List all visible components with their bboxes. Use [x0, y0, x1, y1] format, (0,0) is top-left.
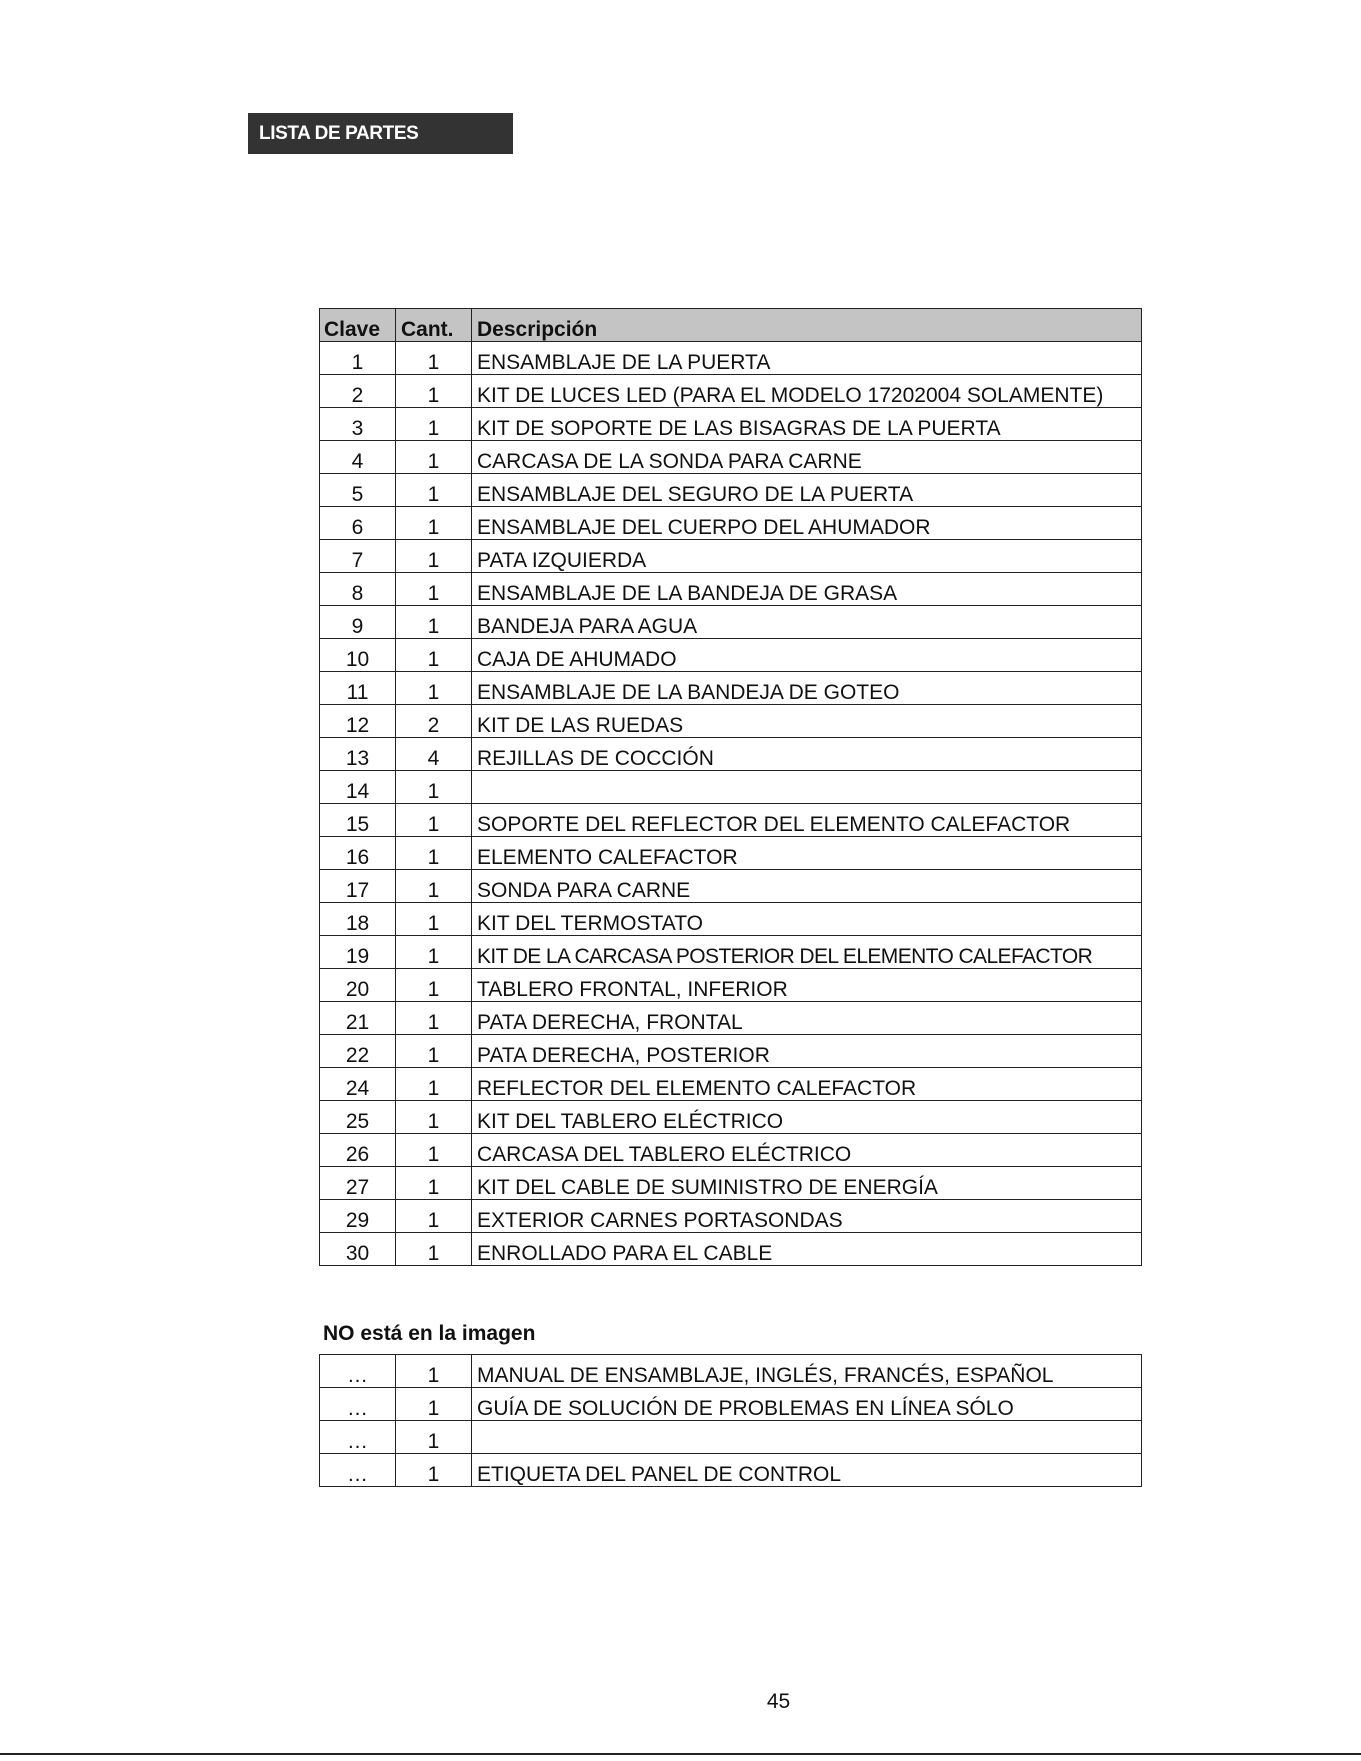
bottom-rule [0, 1753, 1361, 1755]
description-cell: ENSAMBLAJE DE LA BANDEJA DE GRASA [472, 573, 1142, 606]
cant-cell: 1 [396, 1035, 472, 1068]
description-cell: KIT DE LAS RUEDAS [472, 705, 1142, 738]
description-cell [472, 771, 1142, 804]
cant-cell: 1 [396, 1002, 472, 1035]
cant-cell: 1 [396, 1068, 472, 1101]
clave-cell: 11 [320, 672, 396, 705]
clave-cell: … [320, 1388, 396, 1421]
description-cell: ENROLLADO PARA EL CABLE [472, 1233, 1142, 1266]
clave-cell: 5 [320, 474, 396, 507]
description-cell: PATA DERECHA, FRONTAL [472, 1002, 1142, 1035]
description-cell: BANDEJA PARA AGUA [472, 606, 1142, 639]
cant-cell: 1 [396, 1421, 472, 1454]
description-cell: PATA DERECHA, POSTERIOR [472, 1035, 1142, 1068]
table-row [320, 441, 1142, 474]
cant-cell: 1 [396, 639, 472, 672]
table-row [320, 837, 1142, 870]
table-row [320, 606, 1142, 639]
clave-cell: 8 [320, 573, 396, 606]
cant-cell: 1 [396, 375, 472, 408]
table-row [320, 1167, 1142, 1200]
column-header-descripcion: Descripción [472, 309, 1142, 342]
table-row [320, 738, 1142, 771]
description-cell: SOPORTE DEL REFLECTOR DEL ELEMENTO CALEFACTOR [472, 804, 1142, 837]
description-cell: MANUAL DE ENSAMBLAJE, INGLÉS, FRANCÉS, ESPAÑOL [472, 1355, 1142, 1388]
cant-cell: 1 [396, 540, 472, 573]
parts-table [319, 308, 1142, 1266]
cant-cell: 1 [396, 672, 472, 705]
clave-cell: 10 [320, 639, 396, 672]
cant-cell: 1 [396, 804, 472, 837]
cant-cell: 1 [396, 408, 472, 441]
clave-cell: 25 [320, 1101, 396, 1134]
clave-cell: … [320, 1355, 396, 1388]
clave-cell: 15 [320, 804, 396, 837]
description-cell: KIT DEL TERMOSTATO [472, 903, 1142, 936]
clave-cell: 24 [320, 1068, 396, 1101]
clave-cell: 27 [320, 1167, 396, 1200]
table-row [320, 771, 1142, 804]
clave-cell: 16 [320, 837, 396, 870]
table-row [320, 1233, 1142, 1266]
parts-table-body [320, 342, 1142, 1266]
table-row [320, 672, 1142, 705]
cant-cell: 1 [396, 1454, 472, 1487]
clave-cell: … [320, 1454, 396, 1487]
cant-cell: 4 [396, 738, 472, 771]
cant-cell: 1 [396, 606, 472, 639]
clave-cell: 2 [320, 375, 396, 408]
table-row [320, 507, 1142, 540]
table-row [320, 408, 1142, 441]
cant-cell: 1 [396, 1134, 472, 1167]
clave-cell: 14 [320, 771, 396, 804]
table-row [320, 1101, 1142, 1134]
not-shown-table [319, 1354, 1142, 1487]
description-cell: KIT DE LA CARCASA POSTERIOR DEL ELEMENTO CALEFACTOR [472, 936, 1142, 969]
description-cell: KIT DE SOPORTE DE LAS BISAGRAS DE LA PUERTA [472, 408, 1142, 441]
description-cell: CARCASA DE LA SONDA PARA CARNE [472, 441, 1142, 474]
cant-cell: 1 [396, 1388, 472, 1421]
cant-cell: 1 [396, 507, 472, 540]
not-shown-heading: NO está en la imagen [323, 1322, 536, 1345]
cant-cell: 1 [396, 1167, 472, 1200]
description-cell: KIT DEL CABLE DE SUMINISTRO DE ENERGÍA [472, 1167, 1142, 1200]
column-header-clave: Clave [320, 309, 396, 342]
cant-cell: 1 [396, 903, 472, 936]
cant-cell: 1 [396, 1355, 472, 1388]
description-cell: TABLERO FRONTAL, INFERIOR [472, 969, 1142, 1002]
description-cell: ELEMENTO CALEFACTOR [472, 837, 1142, 870]
table-row [320, 1200, 1142, 1233]
clave-cell: 1 [320, 342, 396, 375]
description-cell: PATA IZQUIERDA [472, 540, 1142, 573]
clave-cell: 7 [320, 540, 396, 573]
clave-cell: 21 [320, 1002, 396, 1035]
description-cell: CAJA DE AHUMADO [472, 639, 1142, 672]
clave-cell: 30 [320, 1233, 396, 1266]
description-cell: SONDA PARA CARNE [472, 870, 1142, 903]
clave-cell: 18 [320, 903, 396, 936]
clave-cell: 29 [320, 1200, 396, 1233]
clave-cell: 22 [320, 1035, 396, 1068]
description-cell: ETIQUETA DEL PANEL DE CONTROL [472, 1454, 1142, 1487]
table-row [320, 1355, 1142, 1388]
parts-table-header [320, 309, 1142, 342]
clave-cell: 3 [320, 408, 396, 441]
clave-cell: 20 [320, 969, 396, 1002]
table-row [320, 375, 1142, 408]
table-row [320, 705, 1142, 738]
description-cell: ENSAMBLAJE DEL SEGURO DE LA PUERTA [472, 474, 1142, 507]
table-row [320, 903, 1142, 936]
cant-cell: 1 [396, 441, 472, 474]
cant-cell: 1 [396, 870, 472, 903]
description-cell: GUÍA DE SOLUCIÓN DE PROBLEMAS EN LÍNEA SÓLO [472, 1388, 1142, 1421]
description-cell: KIT DEL TABLERO ELÉCTRICO [472, 1101, 1142, 1134]
clave-cell: 13 [320, 738, 396, 771]
cant-cell: 1 [396, 1200, 472, 1233]
clave-cell: 17 [320, 870, 396, 903]
clave-cell: 9 [320, 606, 396, 639]
clave-cell: 4 [320, 441, 396, 474]
cant-cell: 1 [396, 936, 472, 969]
table-row [320, 870, 1142, 903]
description-cell: ENSAMBLAJE DE LA BANDEJA DE GOTEO [472, 672, 1142, 705]
description-cell: ENSAMBLAJE DE LA PUERTA [472, 342, 1142, 375]
clave-cell: 6 [320, 507, 396, 540]
cant-cell: 1 [396, 474, 472, 507]
description-cell: EXTERIOR CARNES PORTASONDAS [472, 1200, 1142, 1233]
table-row [320, 1002, 1142, 1035]
column-header-cant: Cant. [396, 309, 472, 342]
not-shown-table-body [320, 1355, 1142, 1487]
description-cell: ENSAMBLAJE DEL CUERPO DEL AHUMADOR [472, 507, 1142, 540]
description-cell: REJILLAS DE COCCIÓN [472, 738, 1142, 771]
table-row [320, 474, 1142, 507]
table-row [320, 1388, 1142, 1421]
table-row [320, 573, 1142, 606]
table-row [320, 342, 1142, 375]
cant-cell: 1 [396, 1233, 472, 1266]
clave-cell: 26 [320, 1134, 396, 1167]
description-cell: KIT DE LUCES LED (PARA EL MODELO 17202004 SOLAMENTE) [472, 375, 1142, 408]
clave-cell: … [320, 1421, 396, 1454]
table-row [320, 639, 1142, 672]
description-cell: REFLECTOR DEL ELEMENTO CALEFACTOR [472, 1068, 1142, 1101]
table-row [320, 804, 1142, 837]
clave-cell: 19 [320, 936, 396, 969]
table-row [320, 936, 1142, 969]
clave-cell: 12 [320, 705, 396, 738]
description-cell [472, 1421, 1142, 1454]
table-row [320, 1035, 1142, 1068]
cant-cell: 1 [396, 573, 472, 606]
table-row [320, 1134, 1142, 1167]
cant-cell: 1 [396, 969, 472, 1002]
table-row [320, 1068, 1142, 1101]
table-row [320, 1421, 1142, 1454]
description-cell: CARCASA DEL TABLERO ELÉCTRICO [472, 1134, 1142, 1167]
page-number: 45 [766, 1690, 791, 1713]
cant-cell: 2 [396, 705, 472, 738]
table-row [320, 969, 1142, 1002]
table-row [320, 1454, 1142, 1487]
section-title-banner: LISTA DE PARTES [248, 113, 513, 154]
cant-cell: 1 [396, 342, 472, 375]
cant-cell: 1 [396, 771, 472, 804]
table-row [320, 540, 1142, 573]
cant-cell: 1 [396, 837, 472, 870]
cant-cell: 1 [396, 1101, 472, 1134]
